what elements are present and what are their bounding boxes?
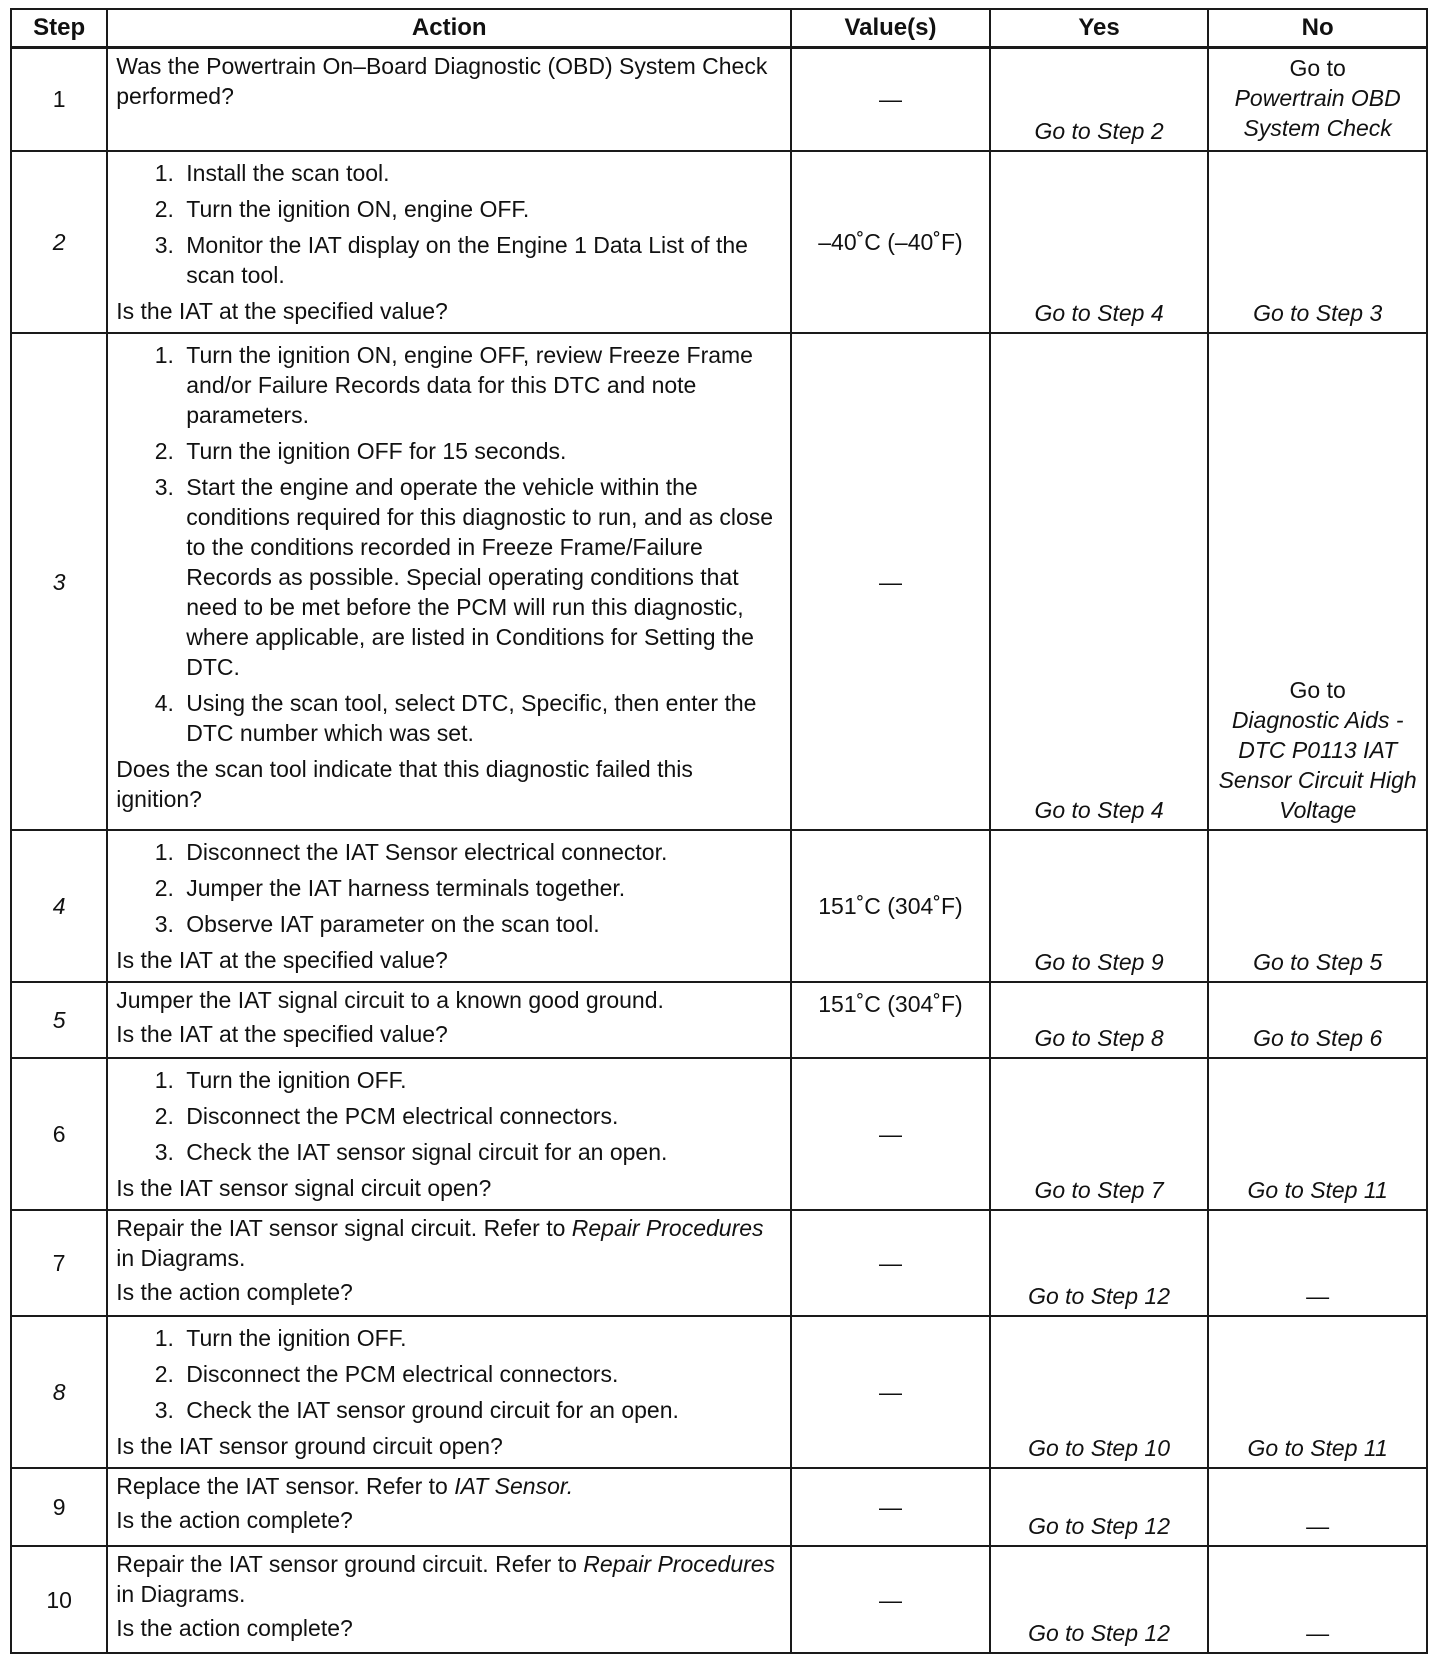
action-text <box>116 1213 784 1273</box>
table-row-step-9 <box>11 1468 1427 1546</box>
no-cell <box>1208 333 1427 830</box>
action-step: 3. Monitor the IAT display on the Engine 1 Data List of the scan tool. <box>180 230 784 290</box>
no-cell: Go to Step 6 <box>1208 982 1427 1058</box>
step-number-text: 8 <box>52 1379 66 1406</box>
action-step: 3. Check the IAT sensor signal circuit for an open. <box>180 1137 784 1167</box>
yes-cell: Go to Step 12 <box>990 1210 1209 1317</box>
step-number: 6 <box>11 1058 107 1210</box>
header-row <box>11 9 1427 48</box>
yes-cell: Go to Step 12 <box>990 1546 1209 1653</box>
yes-cell: Go to Step 8 <box>990 982 1209 1058</box>
action-question: Is the IAT sensor signal circuit open? <box>116 1174 492 1201</box>
step-number <box>11 982 107 1058</box>
action-step: 2. Turn the ignition OFF for 15 seconds. <box>180 436 784 466</box>
action-text-pre: Repair the IAT sensor signal circuit. Refer to <box>116 1214 572 1241</box>
step-number: 10 <box>11 1546 107 1653</box>
value-cell: — <box>791 1210 990 1317</box>
value-cell: — <box>791 333 990 830</box>
step-number <box>11 1316 107 1468</box>
action-step: 3. Check the IAT sensor ground circuit for an open. <box>180 1395 784 1425</box>
action-step: 1. Install the scan tool. <box>180 158 784 188</box>
action-cell <box>107 1058 791 1210</box>
action-cell <box>107 1316 791 1468</box>
action-step: 3. Observe IAT parameter on the scan tool. <box>180 909 784 939</box>
action-steps <box>116 1065 784 1167</box>
action-cell <box>107 48 791 151</box>
value-cell: — <box>791 1468 990 1546</box>
reference-link: Repair Procedures <box>583 1551 776 1578</box>
action-cell <box>107 151 791 334</box>
diagnostic-table <box>10 8 1428 1654</box>
yes-cell: Go to Step 7 <box>990 1058 1209 1210</box>
table-row-step-7 <box>11 1210 1427 1317</box>
action-cell <box>107 1546 791 1653</box>
action-step: 1. Disconnect the IAT Sensor electrical connector. <box>180 837 784 867</box>
action-question: Is the action complete? <box>116 1278 353 1305</box>
action-step: 2. Disconnect the PCM electrical connectors. <box>180 1359 784 1389</box>
action-step: 1. Turn the ignition OFF. <box>180 1065 784 1095</box>
action-cell <box>107 830 791 982</box>
step-number <box>11 151 107 334</box>
table-row-step-4 <box>11 830 1427 982</box>
value-cell: 151˚C (304˚F) <box>791 830 990 982</box>
header-step: Step <box>11 9 107 48</box>
yes-cell: Go to Step 2 <box>990 48 1209 151</box>
yes-cell: Go to Step 4 <box>990 333 1209 830</box>
no-cell: — <box>1208 1210 1427 1317</box>
action-text <box>116 1471 784 1501</box>
table-row-step-8 <box>11 1316 1427 1468</box>
action-steps <box>116 1323 784 1425</box>
step-number-text: 3 <box>52 568 66 595</box>
header-action: Action <box>107 9 791 48</box>
table-row-step-10 <box>11 1546 1427 1653</box>
action-step: 4. Using the scan tool, select DTC, Specific, then enter the DTC number which was set. <box>180 688 784 748</box>
action-step: 2. Jumper the IAT harness terminals together. <box>180 873 784 903</box>
no-cell: Go to Step 11 <box>1208 1058 1427 1210</box>
table-row-step-2 <box>11 151 1427 334</box>
step-number-text: 2 <box>52 228 66 255</box>
action-question: Is the action complete? <box>116 1507 353 1534</box>
yes-cell: Go to Step 9 <box>990 830 1209 982</box>
step-number <box>11 333 107 830</box>
action-cell <box>107 1210 791 1317</box>
value-cell: –40˚C (–40˚F) <box>791 151 990 334</box>
action-cell <box>107 1468 791 1546</box>
no-prefix: Go to <box>1289 55 1346 81</box>
value-cell: — <box>791 1546 990 1653</box>
yes-cell: Go to Step 12 <box>990 1468 1209 1546</box>
action-text-post: in Diagrams. <box>116 1244 246 1271</box>
yes-cell: Go to Step 10 <box>990 1316 1209 1468</box>
no-target: Powertrain OBD System Check <box>1234 85 1401 141</box>
table-row-step-5 <box>11 982 1427 1058</box>
header-no: No <box>1208 9 1427 48</box>
header-yes: Yes <box>990 9 1209 48</box>
action-step: 1. Turn the ignition ON, engine OFF, review Freeze Frame and/or Failure Records data for this DTC and note parameters. <box>180 340 784 430</box>
table-row-step-3 <box>11 333 1427 830</box>
action-step: 1. Turn the ignition OFF. <box>180 1323 784 1353</box>
action-text: Was the Powertrain On–Board Diagnostic (OBD) System Check performed? <box>116 53 768 109</box>
action-question: Is the action complete? <box>116 1615 353 1642</box>
action-text <box>116 1549 784 1609</box>
no-prefix: Go to <box>1289 676 1346 703</box>
action-step: 2. Disconnect the PCM electrical connectors. <box>180 1101 784 1131</box>
step-number <box>11 830 107 982</box>
no-cell: — <box>1208 1546 1427 1653</box>
action-text: Jumper the IAT signal circuit to a known good ground. <box>116 986 664 1013</box>
action-question: Is the IAT at the specified value? <box>116 1020 448 1047</box>
action-cell <box>107 333 791 830</box>
step-number: 9 <box>11 1468 107 1546</box>
action-question: Does the scan tool indicate that this diagnostic failed this ignition? <box>116 756 693 813</box>
reference-link: IAT Sensor. <box>454 1473 574 1500</box>
table-row-step-1 <box>11 48 1427 151</box>
action-text-pre: Repair the IAT sensor ground circuit. Refer to <box>116 1551 584 1578</box>
header-value: Value(s) <box>791 9 990 48</box>
value-cell: — <box>791 48 990 151</box>
action-question: Is the IAT sensor ground circuit open? <box>116 1433 503 1460</box>
action-steps <box>116 158 784 290</box>
no-cell: Go to Step 5 <box>1208 830 1427 982</box>
no-cell: Go to Step 11 <box>1208 1316 1427 1468</box>
action-steps <box>116 340 784 748</box>
step-number-text: 5 <box>52 1006 66 1033</box>
value-cell: 151˚C (304˚F) <box>791 982 990 1058</box>
action-question: Is the IAT at the specified value? <box>116 946 448 973</box>
action-step: 3. Start the engine and operate the vehicle within the conditions required for this diagnostic to run, and as close to the conditions recorded in Freeze Frame/Failure Records as possible. Special operating conditions that need to be met before the PCM will run this diagnostic, where applicable, are listed in Conditions for Setting the DTC. <box>180 472 784 682</box>
action-question: Is the IAT at the specified value? <box>116 297 448 324</box>
step-number-text: 4 <box>52 892 66 919</box>
action-text-post: in Diagrams. <box>116 1581 246 1608</box>
action-step: 2. Turn the ignition ON, engine OFF. <box>180 194 784 224</box>
no-target: Diagnostic Aids - DTC P0113 IAT Sensor Circuit High Voltage <box>1218 706 1417 823</box>
table-row-step-6 <box>11 1058 1427 1210</box>
action-text-pre: Replace the IAT sensor. Refer to <box>116 1473 455 1500</box>
step-number: 7 <box>11 1210 107 1317</box>
step-number: 1 <box>11 48 107 151</box>
no-cell <box>1208 48 1427 151</box>
value-cell: — <box>791 1316 990 1468</box>
action-steps <box>116 837 784 939</box>
reference-link: Repair Procedures <box>571 1214 764 1241</box>
no-cell: — <box>1208 1468 1427 1546</box>
yes-cell: Go to Step 4 <box>990 151 1209 334</box>
no-cell: Go to Step 3 <box>1208 151 1427 334</box>
action-cell <box>107 982 791 1058</box>
value-cell: — <box>791 1058 990 1210</box>
